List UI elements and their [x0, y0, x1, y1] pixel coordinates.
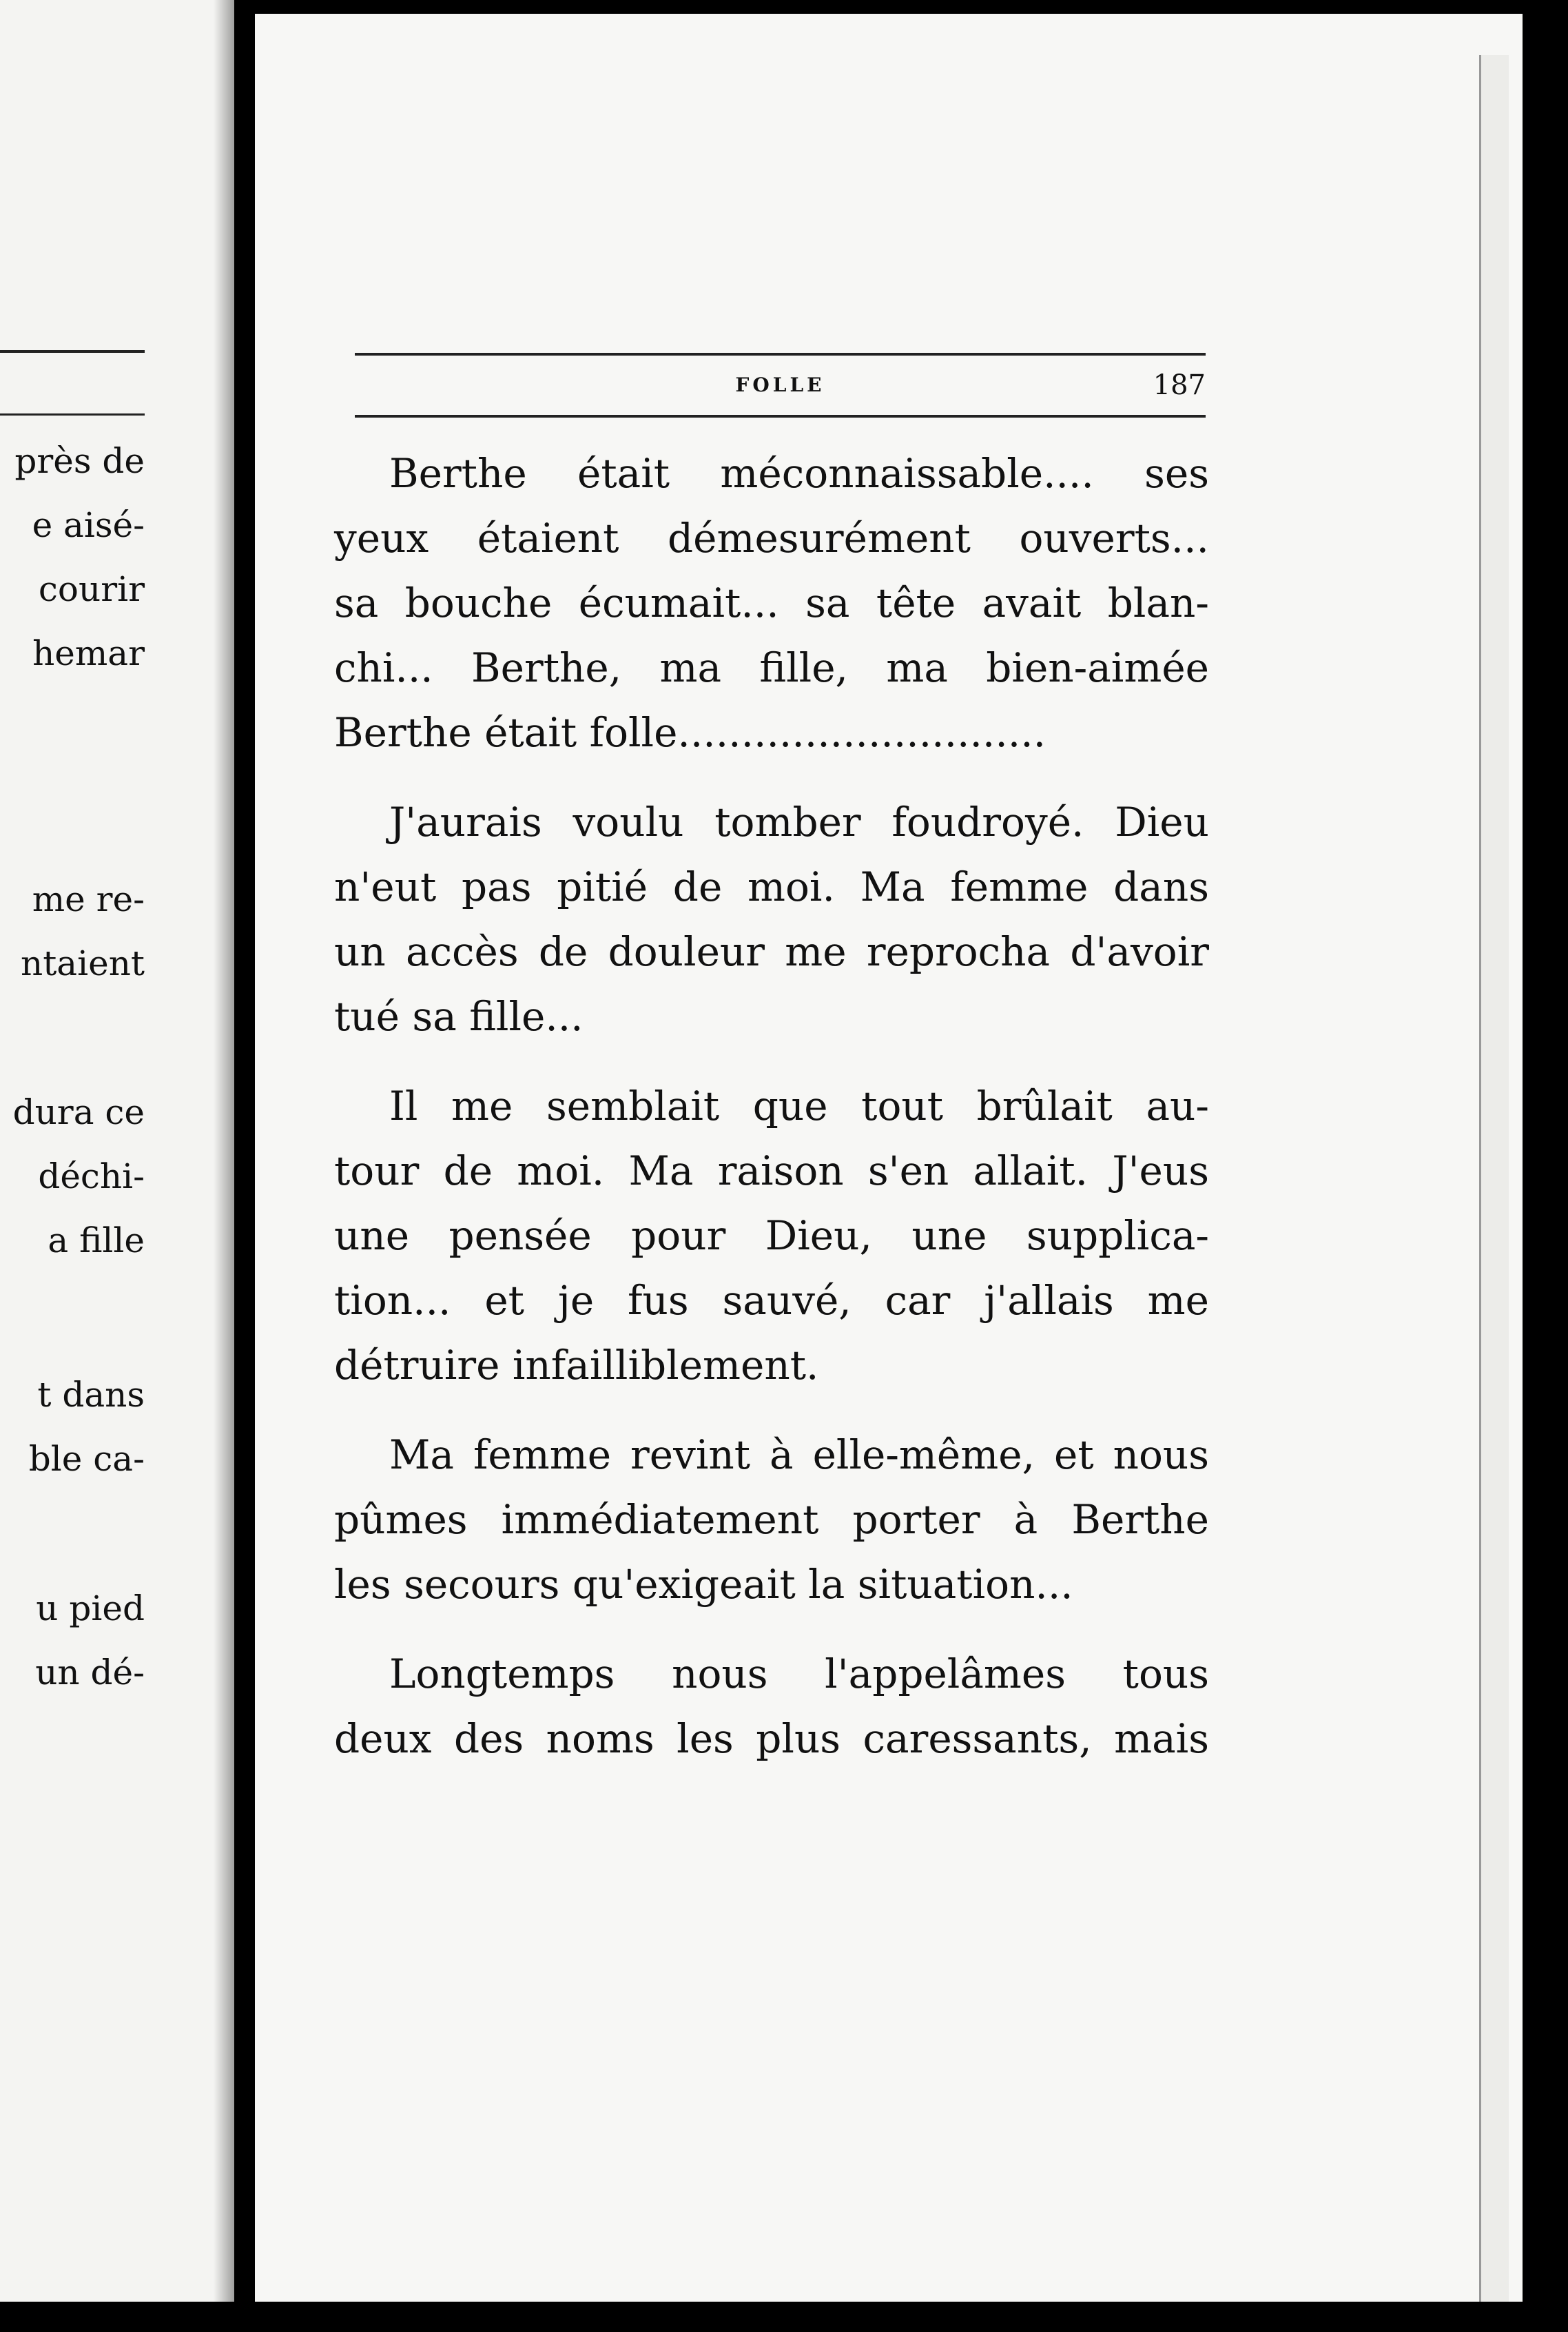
text-line: chi... Berthe, ma fille, ma bien-aimée [334, 644, 1209, 691]
text-line: détruire infailliblement. [334, 1342, 819, 1389]
book-gutter [234, 0, 255, 2332]
previous-page-text-fragment: courir [38, 569, 145, 609]
running-head [355, 338, 1206, 441]
text-line: sa bouche écumait... sa tête avait blan- [334, 580, 1209, 626]
previous-page-text-fragment: hemar [32, 633, 145, 673]
text-line: Berthe était folle............................. [334, 709, 1046, 756]
text-line: une pensée pour Dieu, une supplica- [334, 1212, 1209, 1259]
text-line: Ma femme revint à elle-même, et nous [389, 1431, 1209, 1478]
previous-page-text-fragment: dura ce [12, 1092, 145, 1132]
text-line: un accès de douleur me reprocha d'avoir [334, 928, 1209, 975]
text-line: pûmes immédiatement porter à Berthe [334, 1496, 1209, 1543]
previous-page-header-rule [0, 350, 145, 353]
text-line: yeux étaient démesurément ouverts... [334, 515, 1209, 562]
header-rule-top [355, 353, 1206, 356]
previous-page-text-fragment: déchi- [38, 1156, 145, 1196]
previous-page [0, 0, 234, 2302]
text-line: les secours qu'exigeait la situation... [334, 1561, 1073, 1608]
text-line: tué sa fille... [334, 993, 584, 1040]
current-page [255, 14, 1523, 2302]
previous-page-text-fragment: près de [14, 441, 145, 481]
text-line: tour de moi. Ma raison s'en allait. J'eus [334, 1147, 1209, 1194]
previous-page-text-fragment: t dans [37, 1375, 145, 1415]
text-line: tion... et je fus sauvé, car j'allais me [334, 1277, 1209, 1324]
previous-page-header-rule [0, 413, 145, 416]
previous-page-text-fragment: ntaient [21, 943, 145, 983]
previous-page-text-fragment: me re- [32, 879, 145, 919]
page-body [334, 441, 1209, 1796]
previous-page-text-fragment: ble ca- [28, 1439, 145, 1479]
paragraph [334, 441, 1209, 765]
previous-page-text-fragment: e aisé- [32, 505, 145, 545]
text-line: J'aurais voulu tomber foudroyé. Dieu [389, 799, 1209, 846]
text-line: Berthe était méconnaissable.... ses [389, 450, 1209, 497]
previous-page-text-fragment: u pied [36, 1588, 145, 1628]
page-edge [1479, 55, 1509, 2302]
text-line: deux des noms les plus caressants, mais [334, 1715, 1209, 1762]
paragraph [334, 1422, 1209, 1617]
paragraph [334, 1074, 1209, 1398]
paragraph [334, 790, 1209, 1049]
text-line: n'eut pas pitié de moi. Ma femme dans [334, 863, 1209, 910]
page-number: 187 [1153, 369, 1206, 401]
previous-page-text-fragment: a fille [48, 1220, 145, 1260]
header-rule-bottom [355, 415, 1206, 418]
page-fold-shadow [214, 0, 234, 2302]
text-line: Il me semblait que tout brûlait au- [389, 1083, 1209, 1129]
text-line: Longtemps nous l'appelâmes tous [389, 1650, 1209, 1697]
running-title: FOLLE [735, 374, 825, 396]
paragraph [334, 1641, 1209, 1771]
previous-page-text-fragment: un dé- [35, 1653, 145, 1692]
